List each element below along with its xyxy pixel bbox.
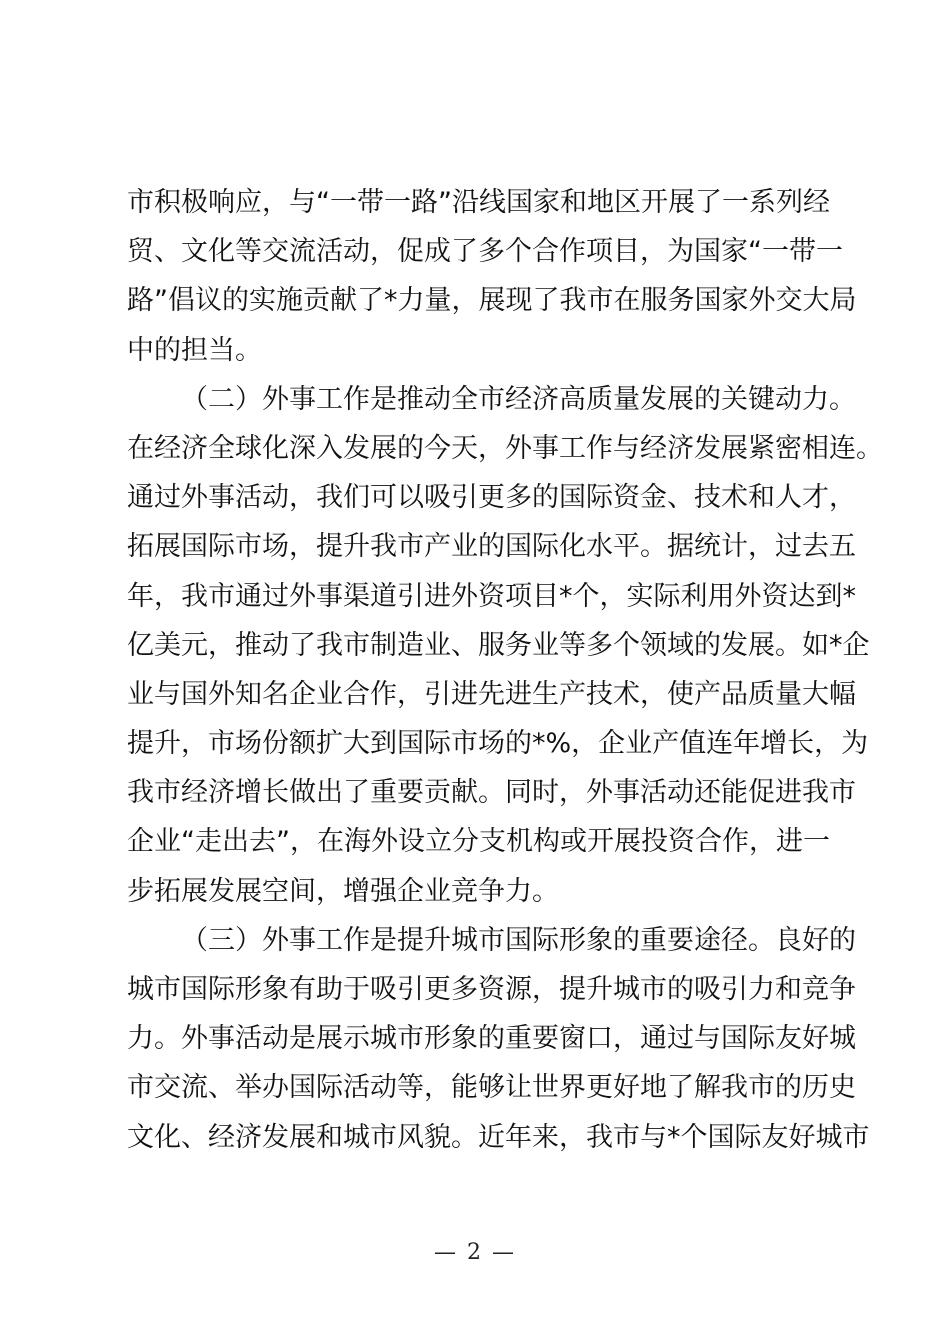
text-line: 步拓展发展空间，增强企业竞争力。: [127, 875, 559, 907]
section-heading-line: （二）外事工作是推动全市经济高质量发展的关键动力。: [181, 383, 856, 415]
text-line: 文化、经济发展和城市风貌。近年来，我市与*个国际友好城市: [127, 1121, 870, 1153]
text-line: 通过外事活动，我们可以吸引更多的国际资金、技术和人才，: [127, 482, 856, 514]
text-line: 提升，市场份额扩大到国际市场的*%，企业产值连年增长，为: [127, 728, 869, 760]
text-line: 拓展国际市场，提升我市产业的国际化水平。据统计，过去五: [127, 531, 856, 563]
body-text: [127, 178, 883, 1162]
text-line: 贸、文化等交流活动，促成了多个合作项目，为国家“一带一: [127, 236, 843, 268]
text-line: 力。外事活动是展示城市形象的重要窗口，通过与国际友好城: [127, 1023, 856, 1055]
text-line: 市积极响应，与“一带一路”沿线国家和地区开展了一系列经: [127, 187, 830, 218]
section-heading-line: （三）外事工作是提升城市国际形象的重要途径。良好的: [181, 924, 856, 956]
page-number: — 2 —: [434, 1240, 516, 1265]
text-line: 年，我市通过外事渠道引进外资项目*个，实际利用外资达到*: [127, 580, 856, 612]
text-line: 亿美元，推动了我市制造业、服务业等多个领域的发展。如*企: [127, 629, 870, 661]
text-line: 中的担当。: [127, 334, 262, 366]
text-line: 在经济全球化深入发展的今天，外事工作与经济发展紧密相连。: [127, 432, 883, 464]
text-line: 城市国际形象有助于吸引更多资源，提升城市的吸引力和竞争: [127, 974, 856, 1005]
text-line: 业与国外知名企业合作，引进先进生产技术，使产品质量大幅: [127, 678, 856, 710]
text-line: 路”倡议的实施贡献了*力量，展现了我市在服务国家外交大局: [127, 285, 857, 317]
text-line: 市交流、举办国际活动等，能够让世界更好地了解我市的历史: [127, 1072, 856, 1104]
text-line: 我市经济增长做出了重要贡献。同时，外事活动还能促进我市: [127, 777, 856, 809]
text-line: 企业“走出去”，在海外设立分支机构或开展投资合作，进一: [127, 826, 830, 858]
